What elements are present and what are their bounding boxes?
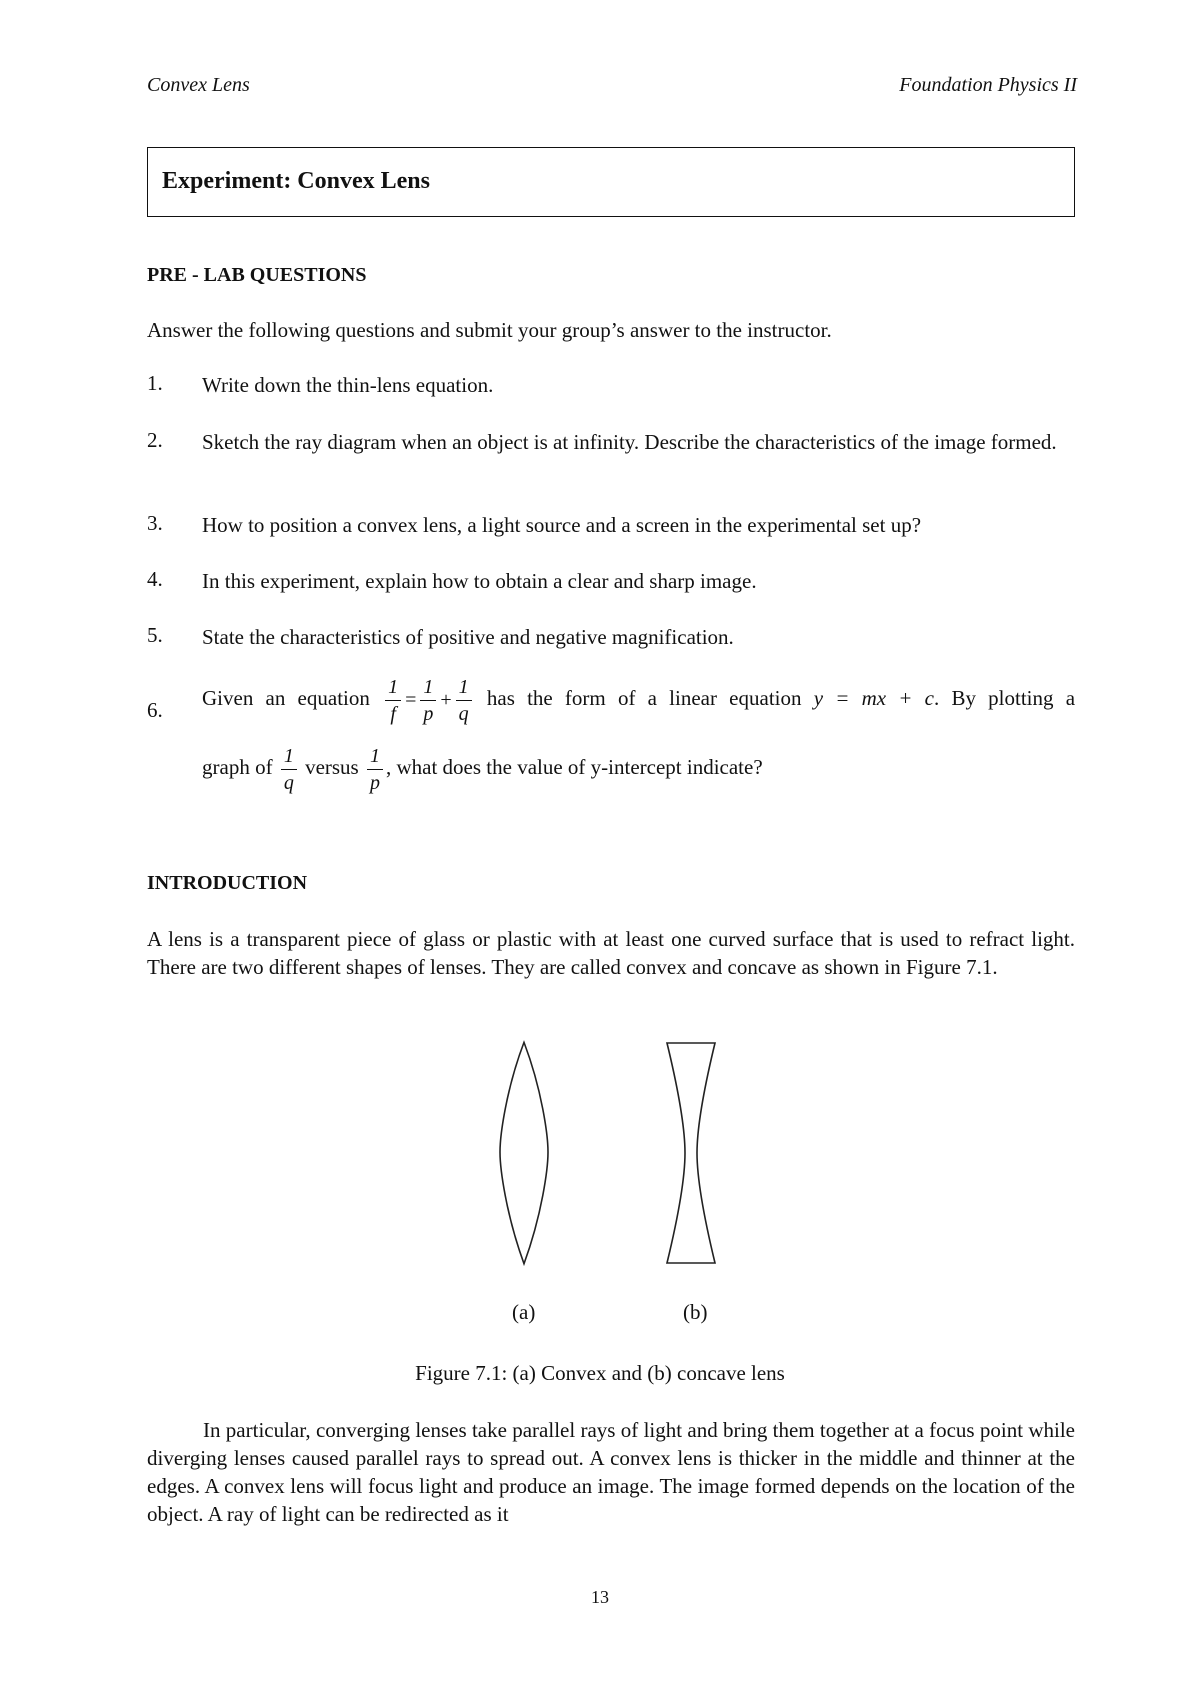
question-3-number: 3.: [147, 511, 163, 535]
plus-sign: +: [440, 689, 452, 712]
prelab-heading: PRE - LAB QUESTIONS: [147, 264, 367, 286]
fraction-numerator: 1: [367, 745, 383, 770]
fraction-one-over-q: [456, 676, 472, 725]
fraction-one-over-q: [281, 745, 297, 794]
q6-part4: graph of: [202, 755, 273, 779]
fraction-one-over-p: [420, 676, 436, 725]
page-number: 13: [591, 1587, 609, 1607]
question-2-text: Sketch the ray diagram when an object is at infinity. Describe the characteristics of the image formed.: [202, 430, 1057, 454]
fraction-numerator: 1: [456, 676, 472, 701]
fraction-one-over-p: [367, 745, 383, 794]
page-title: Experiment: Convex Lens: [162, 168, 430, 194]
running-header-left: Convex Lens: [147, 74, 250, 96]
q6-part2: has the form of a linear equation: [486, 686, 802, 710]
lens-figure: [480, 1035, 740, 1280]
fraction-denominator: q: [283, 771, 294, 794]
question-1-number: 1.: [147, 371, 163, 395]
figure-label-a: (a): [512, 1300, 536, 1324]
q6-part1: Given an equation: [202, 686, 370, 710]
q6-part3: . By plotting a: [934, 686, 1076, 710]
question-5-text: State the characteristics of positive and negative magnification.: [202, 625, 734, 649]
question-2-number: 2.: [147, 428, 163, 452]
introduction-paragraph-2: In particular, converging lenses take parallel rays of light and bring them together at a focus point while diverging lenses caused parallel rays to spread out. A convex lens is thicker in the middle and thinner at the edges. A convex lens will focus light and produce an image. The image formed depends on the location of the object. A ray of light can be redirected as it: [147, 1418, 1075, 1526]
convex-lens-shape: [500, 1042, 548, 1263]
title-box: [147, 147, 1075, 217]
equals-sign: =: [405, 689, 417, 712]
fraction-denominator: p: [423, 702, 434, 725]
introduction-paragraph-1: A lens is a transparent piece of glass or plastic with at least one curved surface that is used to refract light. There are two different shapes of lenses. They are called convex and concave as shown in Figure 7.1.: [147, 927, 1075, 979]
question-5-number: 5.: [147, 623, 163, 647]
concave-lens-shape: [667, 1043, 715, 1263]
question-6-line-2: [202, 743, 1075, 794]
figure-label-b: (b): [683, 1300, 708, 1324]
fraction-numerator: 1: [420, 676, 436, 701]
fraction-denominator: f: [390, 702, 396, 725]
q6-part5: versus: [305, 755, 359, 779]
fraction-numerator: 1: [385, 676, 401, 701]
fraction-denominator: q: [458, 702, 469, 725]
question-6-number: 6.: [147, 698, 163, 722]
linear-equation: y = mx + c: [813, 686, 935, 710]
fraction-denominator: p: [369, 771, 380, 794]
question-1-text: Write down the thin-lens equation.: [202, 373, 494, 397]
q6-part6: , what does the value of y-intercept indicate?: [385, 755, 763, 779]
question-4-number: 4.: [147, 567, 163, 591]
question-6-line-1: [202, 674, 1075, 725]
prelab-intro: Answer the following questions and submit your group’s answer to the instructor.: [147, 318, 832, 342]
question-3-text: How to position a convex lens, a light source and a screen in the experimental set up?: [202, 513, 922, 537]
question-4-text: In this experiment, explain how to obtain a clear and sharp image.: [202, 569, 757, 593]
introduction-heading: INTRODUCTION: [147, 872, 308, 894]
running-header-right: Foundation Physics II: [899, 74, 1077, 96]
fraction-numerator: 1: [281, 745, 297, 770]
figure-caption: Figure 7.1: (a) Convex and (b) concave lens: [415, 1361, 785, 1385]
fraction-one-over-f: [385, 676, 401, 725]
